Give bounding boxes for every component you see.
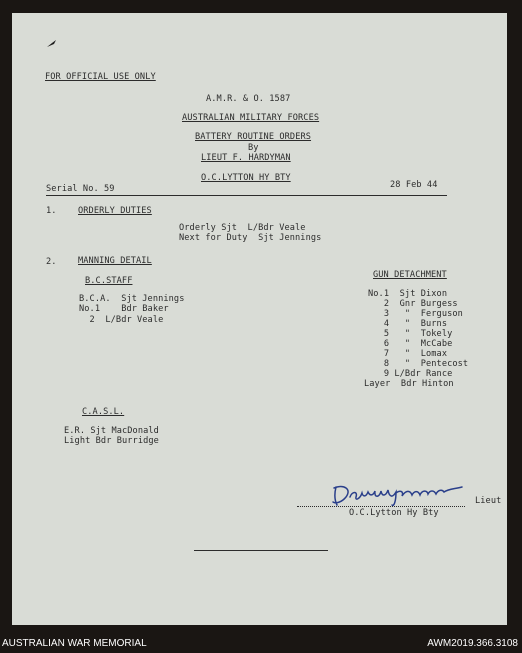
section-2-number: 2. [46,257,57,267]
gun-detachment-row: 2 Gnr Burgess [368,299,458,309]
bc-staff-row: B.C.A. Sjt Jennings [79,294,185,304]
casl-row: E.R. Sjt MacDonald [64,426,159,436]
reference-number: A.M.R. & O. 1587 [206,94,291,104]
issuing-officer: LIEUT F. HARDYMAN [201,153,291,163]
bc-staff-row: No.1 Bdr Baker [79,304,169,314]
gun-detachment-row: 7 " Lomax [368,349,448,359]
next-duty-line: Next for Duty Sjt Jennings [179,233,322,243]
bottom-rule [194,550,328,551]
gun-detachment-row: 9 L/Bdr Rance [368,369,453,379]
serial-number: Serial No. 59 [46,184,115,194]
official-use-label: FOR OFFICIAL USE ONLY [45,72,156,82]
gun-detachment-heading: GUN DETACHMENT [373,270,447,280]
gun-detachment-row: No.1 Sjt Dixon [368,289,448,299]
signature-line [297,506,465,507]
document-page [12,13,507,625]
ink-mark [46,39,58,49]
signature-unit: O.C.Lytton Hy Bty [349,508,439,518]
bc-staff-heading: B.C.STAFF [85,276,133,286]
unit-name: O.C.LYTTON HY BTY [201,173,291,183]
archive-caption: AUSTRALIAN WAR MEMORIAL [2,638,147,649]
forces-heading: AUSTRALIAN MILITARY FORCES [182,113,320,123]
signature [330,481,472,509]
gun-detachment-row: 5 " Tokely [368,329,453,339]
gun-detachment-row: Layer Bdr Hinton [364,379,454,389]
gun-detachment-row: 4 " Burns [368,319,448,329]
signature-rank: Lieut [475,496,502,506]
gun-detachment-row: 3 " Ferguson [368,309,463,319]
order-date: 28 Feb 44 [390,180,438,190]
gun-detachment-row: 8 " Pentecost [368,359,469,369]
gun-detachment-row: 6 " McCabe [368,339,453,349]
casl-row: Light Bdr Burridge [64,436,159,446]
document-title: BATTERY ROUTINE ORDERS [195,132,312,142]
by-label: By [248,143,259,153]
section-1-number: 1. [46,206,57,216]
archive-id: AWM2019.366.3108 [427,638,518,649]
bc-staff-row: 2 L/Bdr Veale [79,315,164,325]
section-2-heading: MANNING DETAIL [78,256,152,266]
section-1-heading: ORDERLY DUTIES [78,206,152,216]
orderly-sjt-line: Orderly Sjt L/Bdr Veale [179,223,306,233]
casl-heading: C.A.S.L. [82,407,125,417]
serial-rule [46,195,447,196]
